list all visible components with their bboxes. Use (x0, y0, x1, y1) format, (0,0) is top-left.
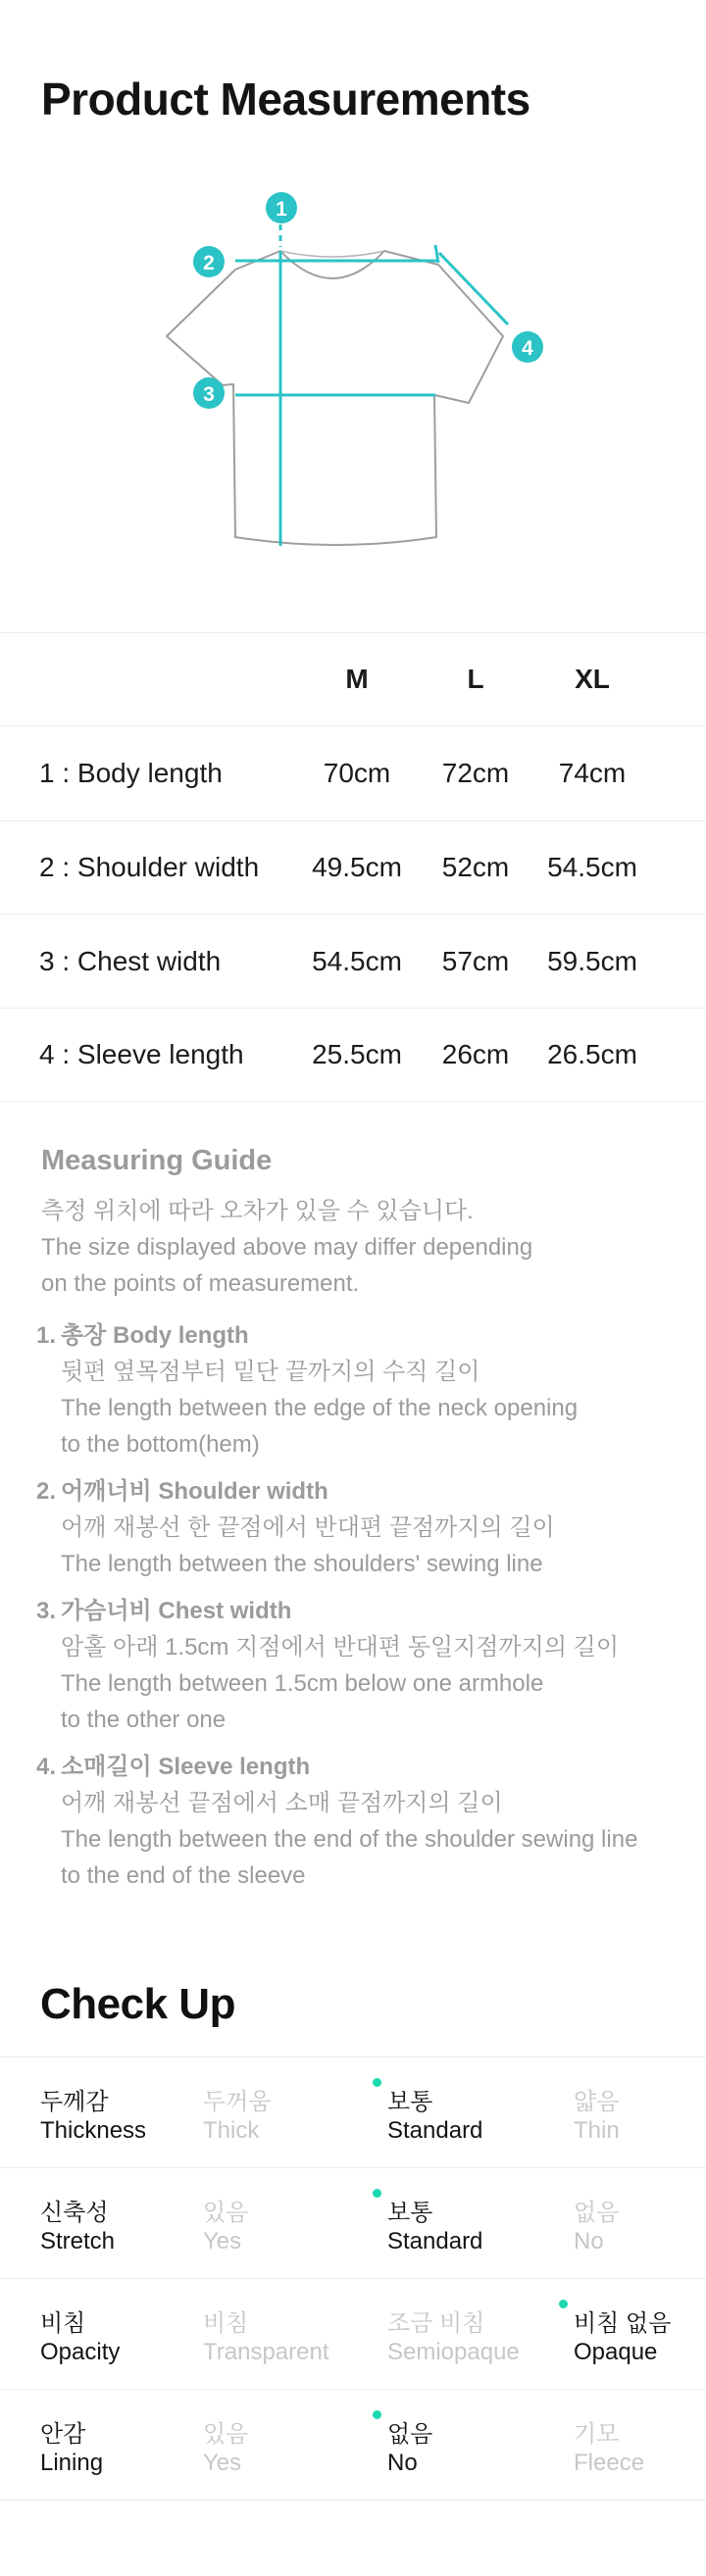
guide-item-line: The length between the edge of the neck opening (61, 1395, 579, 1421)
tshirt-measurement-diagram (0, 0, 706, 618)
option-korean: 없음 (574, 2200, 620, 2226)
cell-value: 74cm (558, 758, 627, 788)
attribute-english: Opacity (40, 2339, 121, 2365)
cell-value: 57cm (441, 945, 510, 976)
selected-dot (373, 2410, 381, 2419)
option-korean: 있음 (203, 2421, 249, 2448)
option-english: No (387, 2450, 418, 2476)
attribute-english: Stretch (40, 2228, 116, 2254)
intro-line: 측정 위치에 따라 오차가 있을 수 있습니다. (41, 1198, 474, 1224)
option-english: Standard (387, 2228, 483, 2254)
guide-item-line: 어깨 재봉선 한 끝점에서 반대편 끝점까지의 길이 (61, 1514, 555, 1541)
intro-line: The size displayed above may differ depending (41, 1234, 533, 1261)
row-label: 3 : Chest width (39, 945, 222, 976)
size-column-l: L (467, 664, 484, 694)
cell-value: 26cm (441, 1039, 510, 1069)
tshirt-back-collar-line (280, 251, 384, 257)
check-row-opacity (0, 2278, 706, 2389)
size-column-xl: XL (575, 664, 610, 694)
cell-value: 70cm (323, 758, 391, 788)
guide-item-number: 4. (36, 1754, 57, 1780)
size-column-m: M (345, 664, 369, 694)
attribute-korean: 두께감 (40, 2089, 109, 2115)
marker-1 (266, 192, 297, 223)
guide-item-line: to the bottom(hem) (61, 1431, 260, 1458)
selected-dot (559, 2300, 568, 2308)
measuring-guide-heading: Measuring Guide (41, 1145, 273, 1176)
sleeve-length-line (439, 253, 508, 324)
option-korean: 기모 (574, 2421, 620, 2448)
check-row-thickness (0, 2056, 706, 2167)
attribute-korean: 비침 (40, 2310, 86, 2337)
cell-value: 52cm (441, 852, 510, 882)
intro-line: on the points of measurement. (41, 1270, 360, 1297)
guide-item-body-length (36, 1317, 683, 1462)
guide-item-title: 총장 Body length (61, 1322, 249, 1349)
guide-item-title: 가슴너비 Chest width (61, 1598, 292, 1624)
option-korean: 조금 비침 (387, 2310, 485, 2337)
table-row-shoulder-width (0, 821, 706, 915)
option-english: Thin (574, 2117, 620, 2144)
guide-item-shoulder-width (36, 1473, 683, 1582)
option-english: Thick (203, 2117, 260, 2144)
attribute-korean: 신축성 (40, 2200, 109, 2226)
cell-value: 49.5cm (312, 852, 402, 882)
cell-value: 54.5cm (312, 945, 402, 976)
guide-item-title: 어깨너비 Shoulder width (61, 1478, 328, 1505)
check-up-heading: Check Up (40, 1980, 235, 2028)
option-korean: 비침 (203, 2310, 249, 2337)
svg-text:4: 4 (522, 337, 533, 360)
size-table (0, 632, 706, 1102)
option-korean: 두꺼움 (203, 2089, 272, 2115)
row-label: 1 : Body length (39, 758, 223, 788)
option-english: Yes (203, 2450, 242, 2476)
cell-value: 59.5cm (547, 945, 637, 976)
size-table-header-row (0, 633, 706, 726)
check-row-stretch (0, 2167, 706, 2278)
measuring-guide-list (36, 1317, 683, 1905)
selected-dot (373, 2189, 381, 2198)
row-label: 2 : Shoulder width (39, 852, 260, 882)
option-english: Opaque (574, 2339, 658, 2365)
option-english: Fleece (574, 2450, 645, 2476)
option-korean: 없음 (387, 2421, 433, 2448)
marker-2 (193, 246, 225, 277)
page-title: Product Measurements (41, 74, 530, 124)
guide-item-line: The length between the end of the shoulder sewing line (61, 1826, 638, 1853)
guide-item-line: to the other one (61, 1707, 227, 1733)
guide-item-line: 암홀 아래 1.5cm 지점에서 반대편 동일지점까지의 길이 (61, 1634, 620, 1660)
attribute-english: Thickness (40, 2117, 147, 2144)
svg-text:3: 3 (203, 383, 215, 406)
option-korean: 얇음 (574, 2089, 620, 2115)
guide-item-number: 1. (36, 1322, 57, 1349)
guide-item-title: 소매길이 Sleeve length (61, 1754, 311, 1780)
cell-value: 54.5cm (547, 852, 637, 882)
marker-4 (512, 331, 543, 363)
table-row-chest-width (0, 915, 706, 1009)
attribute-english: Lining (40, 2450, 104, 2476)
cell-value: 72cm (441, 758, 510, 788)
guide-item-line: The length between 1.5cm below one armhole (61, 1670, 544, 1697)
option-english: Yes (203, 2228, 242, 2254)
svg-text:2: 2 (203, 252, 215, 274)
guide-item-line: The length between the shoulders' sewing line (61, 1551, 543, 1577)
option-english: No (574, 2228, 604, 2254)
check-row-lining (0, 2389, 706, 2501)
svg-text:1: 1 (276, 198, 287, 221)
guide-item-line: 뒷편 옆목점부터 밑단 끝까지의 수직 길이 (61, 1359, 480, 1385)
option-english: Transparent (203, 2339, 329, 2365)
option-korean: 있음 (203, 2200, 249, 2226)
option-english: Semiopaque (387, 2339, 520, 2365)
option-korean: 보통 (387, 2200, 433, 2226)
guide-item-line: to the end of the sleeve (61, 1862, 306, 1889)
guide-item-number: 3. (36, 1598, 57, 1624)
row-label: 4 : Sleeve length (39, 1039, 244, 1069)
table-row-body-length (0, 726, 706, 821)
check-up-table (0, 2056, 706, 2501)
cell-value: 25.5cm (312, 1039, 402, 1069)
option-english: Standard (387, 2117, 483, 2144)
attribute-korean: 안감 (40, 2421, 86, 2448)
measuring-guide-intro (41, 1193, 532, 1302)
selected-dot (373, 2078, 381, 2087)
guide-item-line: 어깨 재봉선 끝점에서 소매 끝점까지의 길이 (61, 1790, 503, 1816)
marker-3 (193, 377, 225, 409)
option-korean: 비침 없음 (574, 2310, 672, 2337)
table-row-sleeve-length (0, 1009, 706, 1102)
guide-item-chest-width (36, 1593, 683, 1738)
guide-item-number: 2. (36, 1478, 57, 1505)
guide-item-sleeve-length (36, 1749, 683, 1894)
cell-value: 26.5cm (547, 1039, 637, 1069)
option-korean: 보통 (387, 2089, 433, 2115)
